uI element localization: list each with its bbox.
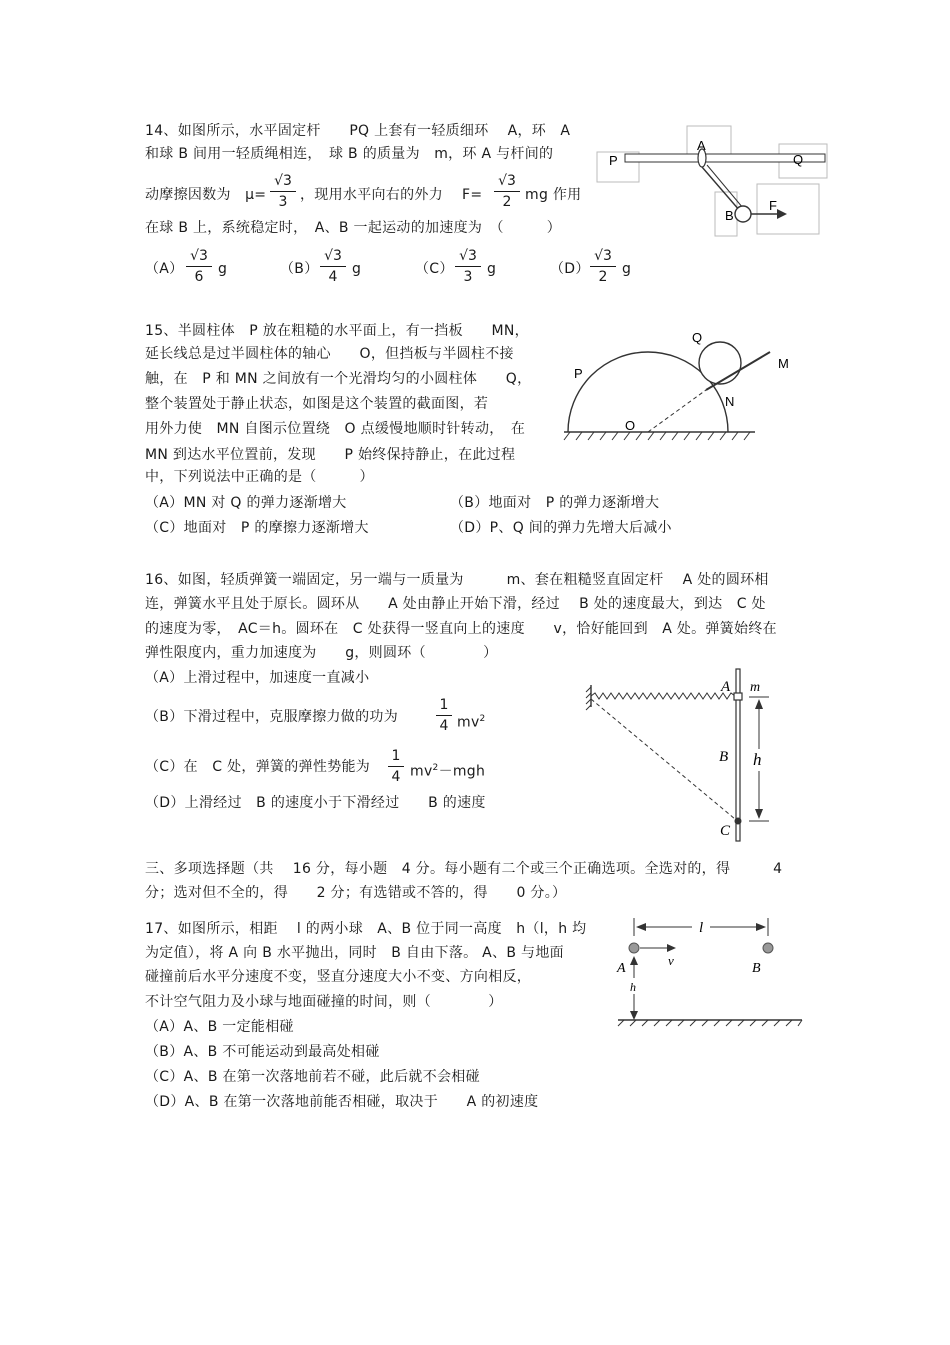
q17-label-h: h [630,980,636,994]
q14-mu-numerator: √3 [274,173,292,189]
q15-line-6: MN 到达水平位置前，发现 P 始终保持静止，在此过程 [145,447,516,463]
q16-option-c-tail: －mgh [438,763,486,780]
q17-option-a: （A）A、B 一定能相碰 [145,1019,294,1035]
q14-mu-fraction [270,172,296,211]
q14-label-q: Q [793,152,804,167]
q14-label-b: B [725,208,734,223]
q14-option-c-den: 3 [463,269,473,285]
q14-line-3c: mg 作用 [525,187,582,203]
q16-label-b: B [719,749,729,765]
q16-figure [585,665,785,845]
q16-option-b-mv: mv [457,714,480,731]
q17-line-2: 为定值），将 A 向 B 水平抛出，同时 B 自由下落。 A、B 与地面 [145,945,564,961]
q14-line-3b: ，现用水平向右的外力 F= [300,187,483,203]
q14-option-a-num: √3 [190,248,208,264]
q16-option-b-post [457,710,486,732]
q14-option-c-label: （C） [415,261,454,277]
q16-option-c-fraction [388,747,404,786]
q16-option-b-den: 4 [439,718,449,734]
q16-line-1: 16、如图，轻质弹簧一端固定，另一端与一质量为 m、套在粗糙竖直固定杆 A 处的圆环相 [145,572,769,588]
q15-label-p: P [574,366,583,381]
q15-line-1: 15、半圆柱体 P 放在粗糙的水平面上，有一挡板 MN， [145,323,529,339]
q14-line-2: 和球 B 间用一轻质绳相连， 球 B 的质量为 m，环 A 与杆间的 [145,146,554,162]
section3-line-2: 分；选对但不全的，得 2 分；有选错或不答的，得 0 分。） [145,885,567,901]
q16-option-b-sup: 2 [479,714,486,724]
q14-label-f: F [769,198,777,213]
q14-f-numerator: √3 [498,173,516,189]
q16-label-a: A [721,679,731,695]
q14-option-c-num: √3 [459,248,477,264]
q14-option-d-fraction [590,247,616,286]
q14-label-a: A [697,138,706,153]
q17-label-b: B [752,961,761,976]
q14-option-a-label: （A） [145,261,184,277]
q14-option-d-label: （D） [550,261,590,277]
q16-option-b-num: 1 [439,697,449,713]
q15-option-d: （D）P、Q 间的弹力先增大后减小 [450,520,672,536]
q15-line-5: 用外力使 MN 自图示位置绕 O 点缓慢地顺时针转动， 在 [145,421,526,437]
q14-f-denominator: 2 [502,194,512,210]
q14-line-3a: 动摩擦因数为 μ= [145,187,267,203]
q15-label-m: M [778,356,789,371]
q16-label-c: C [720,823,731,839]
q15-line-3: 触，在 P 和 MN 之间放有一个光滑均匀的小圆柱体 Q， [145,371,532,387]
q14-figure [595,122,835,237]
q15-figure [560,322,805,447]
q16-option-c-den: 4 [391,769,401,785]
q14-label-p: P [609,153,618,168]
q17-option-c: （C）A、B 在第一次落地前若不碰，此后就不会相碰 [145,1069,480,1085]
q16-line-2: 连，弹簧水平且处于原长。圆环从 A 处由静止开始下滑，经过 B 处的速度最大，到达 C 处 [145,596,766,612]
q14-option-b-den: 4 [328,269,338,285]
q17-label-a: A [617,961,626,976]
q14-option-d-num: √3 [594,248,612,264]
q16-option-d: （D）上滑经过 B 的速度小于下滑经过 B 的速度 [145,795,486,811]
q14-mu-denominator: 3 [278,194,288,210]
q14-option-c-fraction [455,247,481,286]
q17-figure [612,912,807,1027]
q16-line-4: 弹性限度内，重力加速度为 g，则圆环（ ） [145,645,498,661]
q14-option-a-fraction [186,247,212,286]
q16-option-a: （A）上滑过程中，加速度一直减小 [145,670,370,686]
q15-label-q: Q [692,330,703,345]
q16-option-c-pre: （C）在 C 处，弹簧的弹性势能为 [145,759,371,775]
q14-option-b-num: √3 [324,248,342,264]
q15-option-b: （B）地面对 P 的弹力逐渐增大 [450,495,660,511]
section3-line-1: 三、多项选择题（共 16 分，每小题 4 分。每小题有二个或三个正确选项。全选对的，得 4 [145,861,783,877]
q15-option-a: （A）MN 对 Q 的弹力逐渐增大 [145,495,347,511]
q17-label-v: v [668,953,674,968]
q14-option-b-unit: g [352,261,362,277]
q14-option-a-unit: g [218,261,228,277]
q15-line-2: 延长线总是过半圆柱体的轴心 O，但挡板与半圆柱不接 [145,346,514,362]
q15-option-c: （C）地面对 P 的摩擦力逐渐增大 [145,520,369,536]
q15-line-4: 整个装置处于静止状态，如图是这个装置的截面图，若 [145,396,489,412]
q15-line-7: 中，下列说法中正确的是（ ） [145,469,374,485]
q16-label-m: m [750,680,761,695]
q14-f-fraction [494,172,520,211]
q17-option-d: （D）A、B 在第一次落地前能否相碰，取决于 A 的初速度 [145,1094,539,1110]
q16-line-3: 的速度为零， AC＝h。圆环在 C 处获得一竖直向上的速度 v，恰好能回到 A 处。弹簧始终在 [145,621,777,637]
q16-option-b-pre: （B）下滑过程中，克服摩擦力做的功为 [145,709,399,725]
q16-option-c-mv: mv [410,763,433,780]
q14-line-4: 在球 B 上，系统稳定时， A、B 一起运动的加速度为 （ ） [145,220,562,236]
q16-option-c-sup: 2 [432,763,439,773]
q14-option-a-den: 6 [194,269,204,285]
q16-option-b-fraction [436,696,452,735]
q14-option-c-unit: g [487,261,497,277]
q14-line-1: 14、如图所示，水平固定杆 PQ 上套有一轻质细环 A，环 A [145,123,571,139]
q17-option-b: （B）A、B 不可能运动到最高处相碰 [145,1044,380,1060]
q14-option-d-unit: g [622,261,632,277]
q17-line-1: 17、如图所示，相距 l 的两小球 A、B 位于同一高度 h（l，h 均 [145,921,587,937]
q15-label-n: N [725,394,735,409]
q15-label-o: O [625,418,636,433]
q17-line-3: 碰撞前后水平分速度不变，竖直分速度大小不变、方向相反， [145,969,532,985]
q16-label-h: h [753,750,762,769]
q17-label-l: l [699,920,704,936]
q14-option-b-fraction [320,247,346,286]
q14-option-b-label: （B） [280,261,319,277]
q14-option-d-den: 2 [598,269,608,285]
q17-line-4: 不计空气阻力及小球与地面碰撞的时间，则（ ） [145,994,503,1010]
q16-option-c-post [410,759,485,781]
q16-option-c-num: 1 [391,748,401,764]
